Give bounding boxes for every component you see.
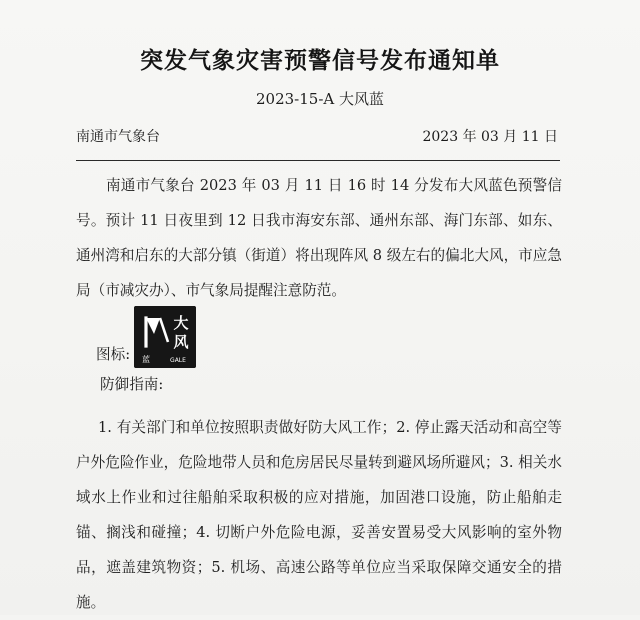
icon-row	[96, 306, 196, 368]
guide-text: 1. 有关部门和单位按照职责做好防大风工作；2. 停止露天活动和高空等户外危险作业，危险地带人员和危房居民尽量转到避风场所避风；3. 相关水域水上作业和过往船舶采取积极的应对措施，加固港口设施，防止船舶走锚、搁浅和碰撞；4. 切断户外危险电源，妥善安置易受大风影响的室外物品，遮盖建筑物资；5. 机场、高速公路等单位应当采取保障交通安全的措施。	[76, 419, 562, 611]
issuer: 南通市气象台	[76, 129, 160, 145]
document-title: 突发气象灾害预警信号发布通知单	[140, 48, 500, 74]
document-number: 2023-15-A 大风蓝	[256, 90, 384, 108]
notice-body: 南通市气象台 2023 年 03 月 11 日 16 时 14 分发布大风蓝色预警信号。预计 11 日夜里到 12 日我市海安东部、通州东部、海门东部、如东、通州湾和启东的大部分镇（街道）将出现阵风 8 级左右的偏北大风，市应急局（市减灾办）、市气象局提醒注意防范。	[76, 177, 562, 299]
blue-gale-warning-icon	[134, 306, 196, 368]
icon-glyph-bottom: 风	[173, 333, 189, 351]
guide-heading: 防御指南:	[100, 376, 164, 393]
header-divider	[76, 160, 560, 161]
issue-date: 2023 年 03 月 11 日	[422, 129, 558, 145]
icon-level: 蓝	[142, 355, 151, 364]
icon-english: GALE	[170, 357, 187, 364]
icon-glyph-top: 大	[173, 314, 189, 332]
icon-label: 图标:	[96, 346, 131, 363]
